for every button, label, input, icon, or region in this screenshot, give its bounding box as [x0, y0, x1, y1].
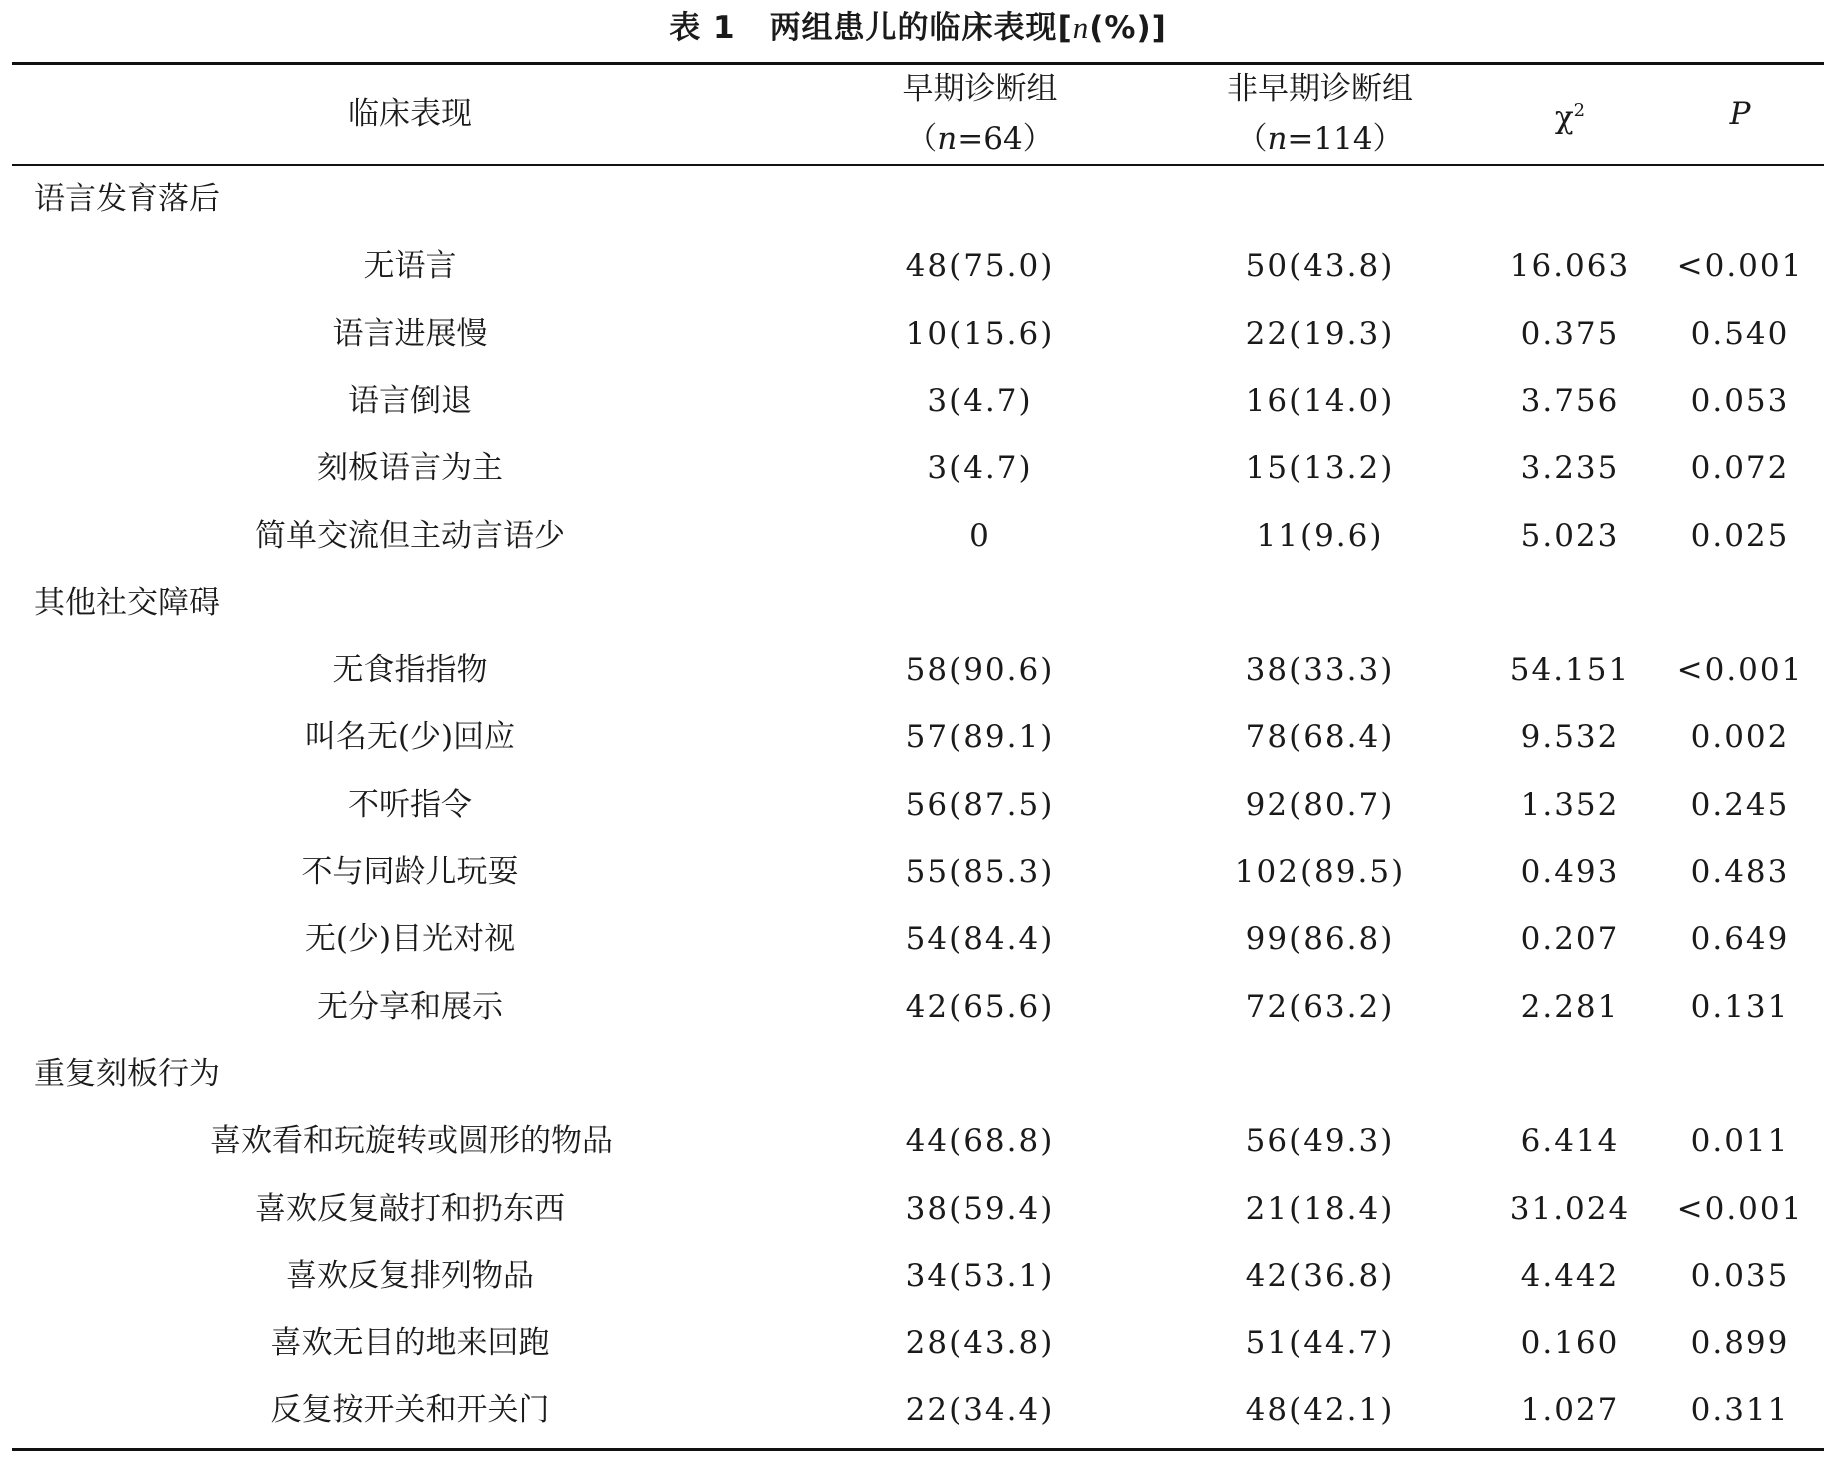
chi-square-value: 1.352 [1520, 786, 1620, 823]
late-group-value: 78(68.4) [1245, 719, 1395, 756]
early-group-value: 44(68.8) [905, 1123, 1055, 1160]
early-group-value: 56(87.5) [905, 786, 1055, 823]
table-row [0, 233, 1836, 300]
table-row [0, 637, 1836, 704]
table-row [0, 974, 1836, 1041]
late-group-value: 11(9.6) [1256, 517, 1384, 554]
early-group-value: 48(75.0) [905, 248, 1055, 285]
header-late-n-value: =114） [1287, 121, 1404, 157]
header-chi-label [1555, 86, 1585, 142]
header-chi-sup: 2 [1573, 99, 1586, 121]
chi-square-value: 1.027 [1520, 1392, 1620, 1429]
late-group-value: 15(13.2) [1245, 450, 1395, 487]
late-group-value: 22(19.3) [1245, 315, 1395, 352]
late-group-value: 21(18.4) [1245, 1190, 1395, 1227]
table-row [0, 906, 1836, 973]
late-group-value: 92(80.7) [1245, 786, 1395, 823]
p-value: 0.245 [1690, 786, 1790, 823]
chi-square-value: 0.375 [1520, 315, 1620, 352]
late-group-value: 50(43.8) [1245, 248, 1395, 285]
chi-square-value: 3.756 [1520, 382, 1620, 419]
header-feature-label: 临床表现 [348, 96, 472, 132]
header-late-n-prefix: （ [1236, 121, 1268, 157]
p-value: 0.011 [1690, 1123, 1790, 1160]
chi-square-value: 54.151 [1509, 652, 1631, 689]
header-feature [210, 66, 610, 162]
header-early-n-prefix: （ [906, 121, 938, 157]
chi-square-value: 9.532 [1520, 719, 1620, 756]
p-value: 0.053 [1690, 382, 1790, 419]
p-value: 0.483 [1690, 854, 1790, 890]
p-value: 0.899 [1690, 1325, 1790, 1362]
p-value: 0.131 [1690, 988, 1790, 1025]
table-number: 表 1 [669, 10, 736, 46]
p-value: <0.001 [1676, 248, 1804, 285]
late-group-value: 16(14.0) [1245, 382, 1395, 419]
table-row [0, 301, 1836, 368]
unit-n: n [1072, 10, 1090, 45]
table-caption [0, 0, 1836, 56]
p-value: 0.002 [1690, 719, 1790, 756]
group-label: 重复刻板行为 [34, 1055, 220, 1092]
chi-square-value: 2.281 [1520, 988, 1620, 1025]
table-row [0, 1108, 1836, 1175]
early-group-value: 42(65.6) [905, 988, 1055, 1025]
p-value: 0.072 [1690, 450, 1790, 487]
early-group-value: 55(85.3) [905, 854, 1055, 890]
early-group-value: 54(84.4) [905, 921, 1055, 958]
header-late-n-var: n [1267, 121, 1288, 157]
group-label: 其他社交障碍 [34, 584, 220, 621]
unit-open: [ [1057, 10, 1073, 46]
header-early-n-var: n [937, 121, 958, 157]
header-early-label: 早期诊断组 [902, 71, 1058, 107]
table-row [0, 1377, 1836, 1444]
early-group-value: 0 [969, 517, 991, 554]
late-group-value: 72(63.2) [1245, 988, 1395, 1025]
table-row [0, 1243, 1836, 1310]
group-row [0, 166, 1836, 233]
chi-square-value: 16.063 [1509, 248, 1631, 285]
table-row [0, 435, 1836, 502]
table-row [0, 704, 1836, 771]
header-early-group [830, 66, 1130, 162]
feature-label: 喜欢反复敲打和扔东西 [255, 1190, 565, 1227]
unit-close: ] [1151, 10, 1167, 46]
table-row [0, 503, 1836, 570]
table-row [0, 839, 1836, 906]
p-value: 0.311 [1690, 1392, 1790, 1429]
feature-label: 语言进展慢 [332, 315, 488, 352]
p-value: <0.001 [1676, 652, 1804, 689]
chi-square-value: 0.207 [1520, 921, 1620, 958]
chi-square-value: 5.023 [1520, 517, 1620, 554]
p-value: 0.540 [1690, 315, 1790, 352]
early-group-value: 3(4.7) [927, 382, 1033, 419]
feature-label: 无语言 [363, 248, 457, 285]
feature-label: 刻板语言为主 [317, 450, 503, 487]
bottom-rule [12, 1448, 1824, 1451]
late-group-value: 102(89.5) [1234, 854, 1406, 890]
group-label: 语言发育落后 [34, 181, 220, 217]
feature-label: 语言倒退 [348, 382, 472, 419]
late-group-value: 56(49.3) [1245, 1123, 1395, 1160]
early-group-value: 58(90.6) [905, 652, 1055, 689]
p-value: <0.001 [1676, 1190, 1804, 1227]
header-early-n-value: =64） [957, 121, 1054, 157]
feature-label: 无(少)目光对视 [304, 921, 516, 958]
feature-label: 简单交流但主动言语少 [255, 517, 565, 554]
table-title: 两组患儿的临床表现 [769, 10, 1058, 46]
chi-square-value: 3.235 [1520, 450, 1620, 487]
chi-square-value: 0.493 [1520, 854, 1620, 890]
p-value: 0.025 [1690, 517, 1790, 554]
feature-label: 无食指指物 [332, 652, 488, 689]
chi-square-value: 0.160 [1520, 1325, 1620, 1362]
chi-square-value: 31.024 [1509, 1190, 1631, 1227]
feature-label: 无分享和展示 [317, 988, 503, 1025]
header-late-group [1170, 66, 1470, 162]
late-group-value: 51(44.7) [1245, 1325, 1395, 1362]
early-group-value: 10(15.6) [905, 315, 1055, 352]
header-late-n [1236, 114, 1403, 164]
late-group-value: 48(42.1) [1245, 1392, 1395, 1429]
feature-label: 喜欢无目的地来回跑 [270, 1325, 550, 1362]
header-chi-square [1470, 66, 1670, 162]
table-row [0, 1176, 1836, 1243]
late-group-value: 99(86.8) [1245, 921, 1395, 958]
feature-label: 不与同龄儿玩耍 [301, 854, 519, 890]
feature-label: 叫名无(少)回应 [304, 719, 516, 756]
late-group-value: 38(33.3) [1245, 652, 1395, 689]
feature-label: 反复按开关和开关门 [270, 1392, 550, 1429]
p-value: 0.649 [1690, 921, 1790, 958]
early-group-value: 38(59.4) [905, 1190, 1055, 1227]
early-group-value: 57(89.1) [905, 719, 1055, 756]
p-value: 0.035 [1690, 1257, 1790, 1294]
feature-label: 不听指令 [348, 786, 472, 823]
feature-label: 喜欢看和玩旋转或圆形的物品 [210, 1123, 613, 1160]
chi-square-value: 4.442 [1520, 1257, 1620, 1294]
early-group-value: 28(43.8) [905, 1325, 1055, 1362]
early-group-value: 22(34.4) [905, 1392, 1055, 1429]
header-late-label: 非早期诊断组 [1227, 71, 1413, 107]
header-p-label: P [1729, 96, 1751, 132]
feature-label: 喜欢反复排列物品 [286, 1257, 534, 1294]
chi-square-value: 6.414 [1520, 1123, 1620, 1160]
unit-pct: (%) [1089, 10, 1152, 46]
header-early-n [906, 114, 1053, 164]
header-p [1650, 66, 1830, 162]
table-row [0, 772, 1836, 839]
group-row [0, 1041, 1836, 1108]
early-group-value: 34(53.1) [905, 1257, 1055, 1294]
group-row [0, 570, 1836, 637]
header-chi-base: χ [1554, 99, 1574, 136]
early-group-value: 3(4.7) [927, 450, 1033, 487]
table-row [0, 1310, 1836, 1377]
table-row [0, 368, 1836, 435]
late-group-value: 42(36.8) [1245, 1257, 1395, 1294]
